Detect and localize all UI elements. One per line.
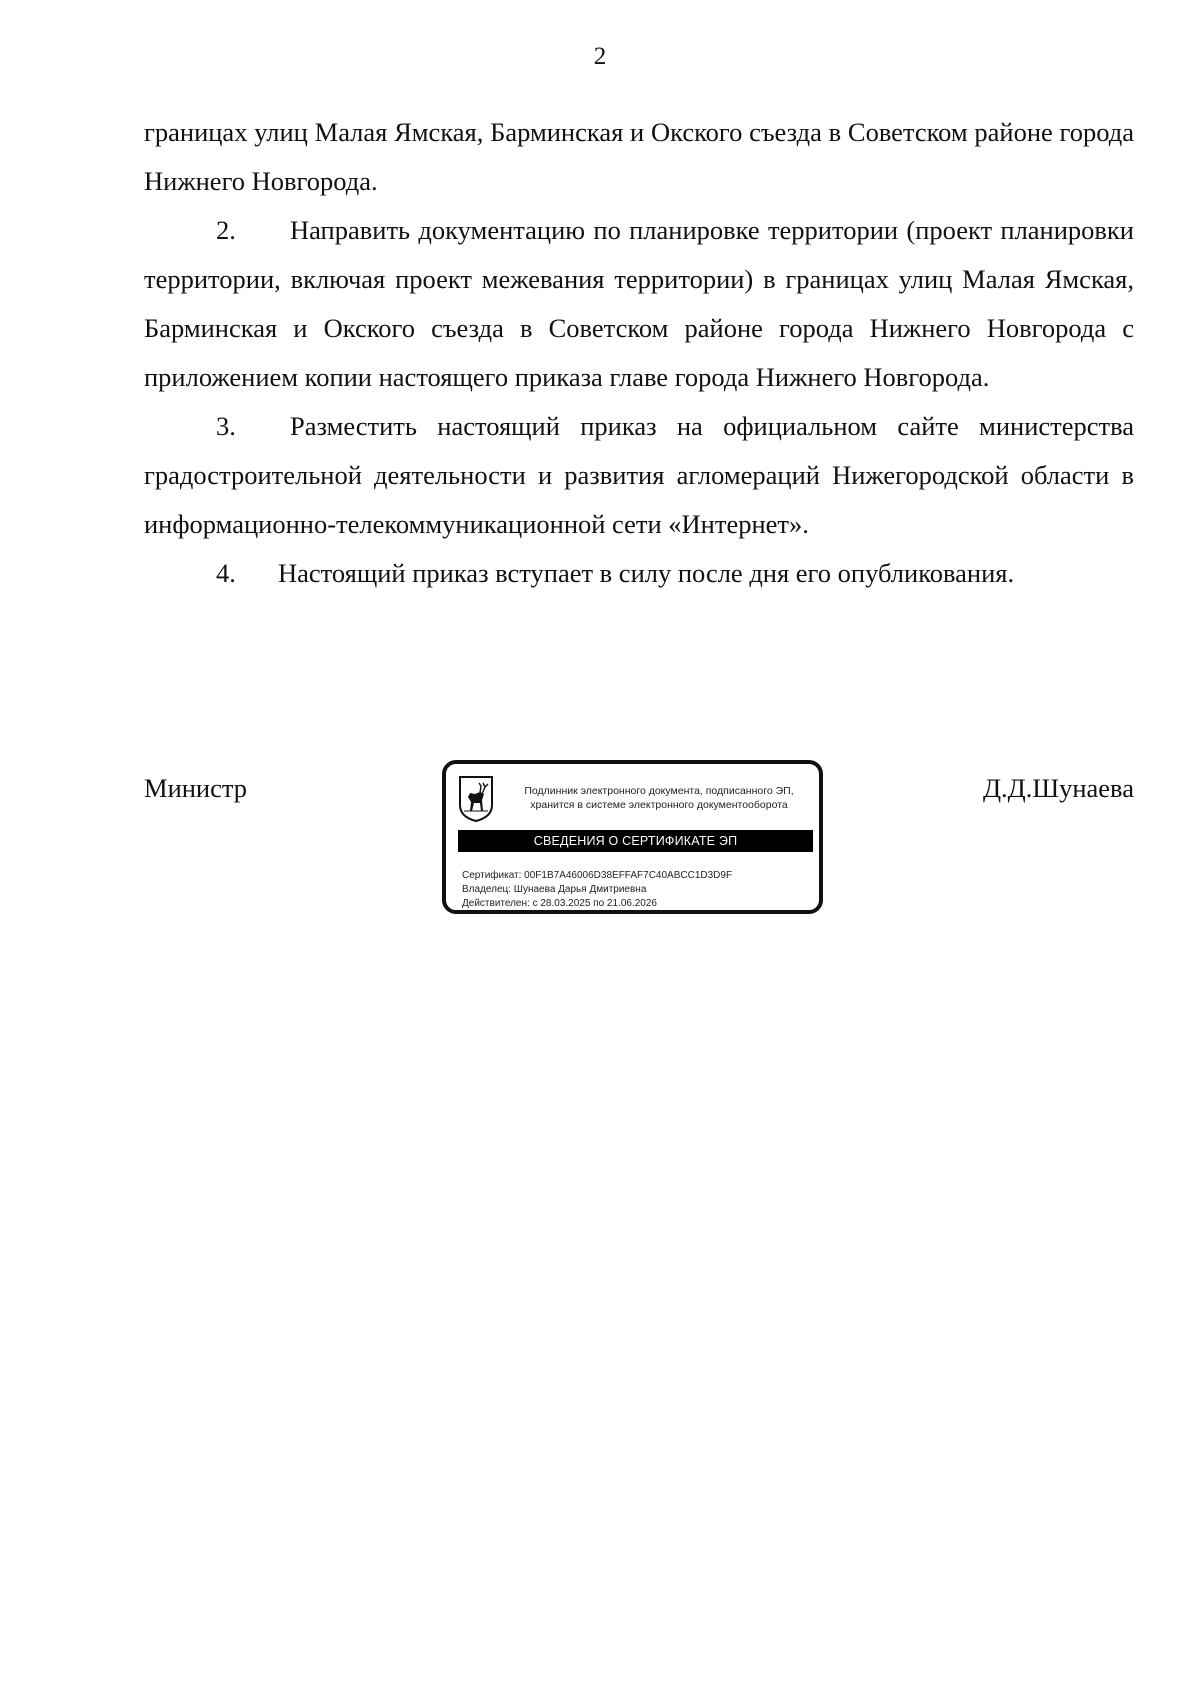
electronic-signature-stamp (442, 760, 823, 914)
signature-block (0, 760, 1200, 920)
page-number: 2 (593, 43, 607, 70)
paragraph-3 (144, 402, 1134, 549)
document-body (144, 108, 1134, 598)
stamp-header (504, 784, 814, 812)
signatory-name: Д.Д.Шунаева (982, 773, 1134, 803)
paragraph-4-number: 4. (216, 558, 236, 588)
paragraph-2 (144, 206, 1134, 402)
paragraph-3-number: 3. (216, 411, 236, 441)
paragraph-4 (144, 549, 1134, 598)
paragraph-2-number: 2. (216, 215, 236, 245)
stamp-header-line-1: Подлинник электронного документа, подписанного ЭП, (524, 785, 794, 797)
paragraph-2-text: Направить документацию по планировке территории (проект планировки территории, включая проект межевания территории) в границах улиц Малая Ямская, Барминская и Окского съезда в Советском районе города Нижнего Новгорода с приложением копии настоящего приказа главе города Нижнего Новгорода. (144, 215, 1134, 392)
paragraph-3-text: Разместить настоящий приказ на официальном сайте министерства градостроительной деятельности и развития агломераций Нижегородской области в информационно-телекоммуникационной сети «Интернет». (144, 411, 1134, 539)
signatory-position: Министр (144, 773, 248, 803)
paragraph-continuation: границах улиц Малая Ямская, Барминская и Окского съезда в Советском районе города Нижнего Новгорода. (144, 117, 1134, 196)
certificate-validity: Действителен: с 28.03.2025 по 21.06.2026 (462, 898, 657, 909)
paragraph-4-text: Настоящий приказ вступает в силу после дня его опубликования. (278, 558, 1015, 588)
stamp-title: СВЕДЕНИЯ О СЕРТИФИКАТЕ ЭП (458, 830, 813, 852)
stamp-header-line-2: хранится в системе электронного документооборота (530, 799, 788, 811)
certificate-number: Сертификат: 00F1B7A46006D38EFFAF7C40ABCC1D3D9F (462, 870, 733, 881)
certificate-owner: Владелец: Шунаева Дарья Дмитриевна (462, 884, 647, 895)
certificate-details (462, 869, 817, 911)
coat-of-arms-icon (458, 775, 494, 823)
